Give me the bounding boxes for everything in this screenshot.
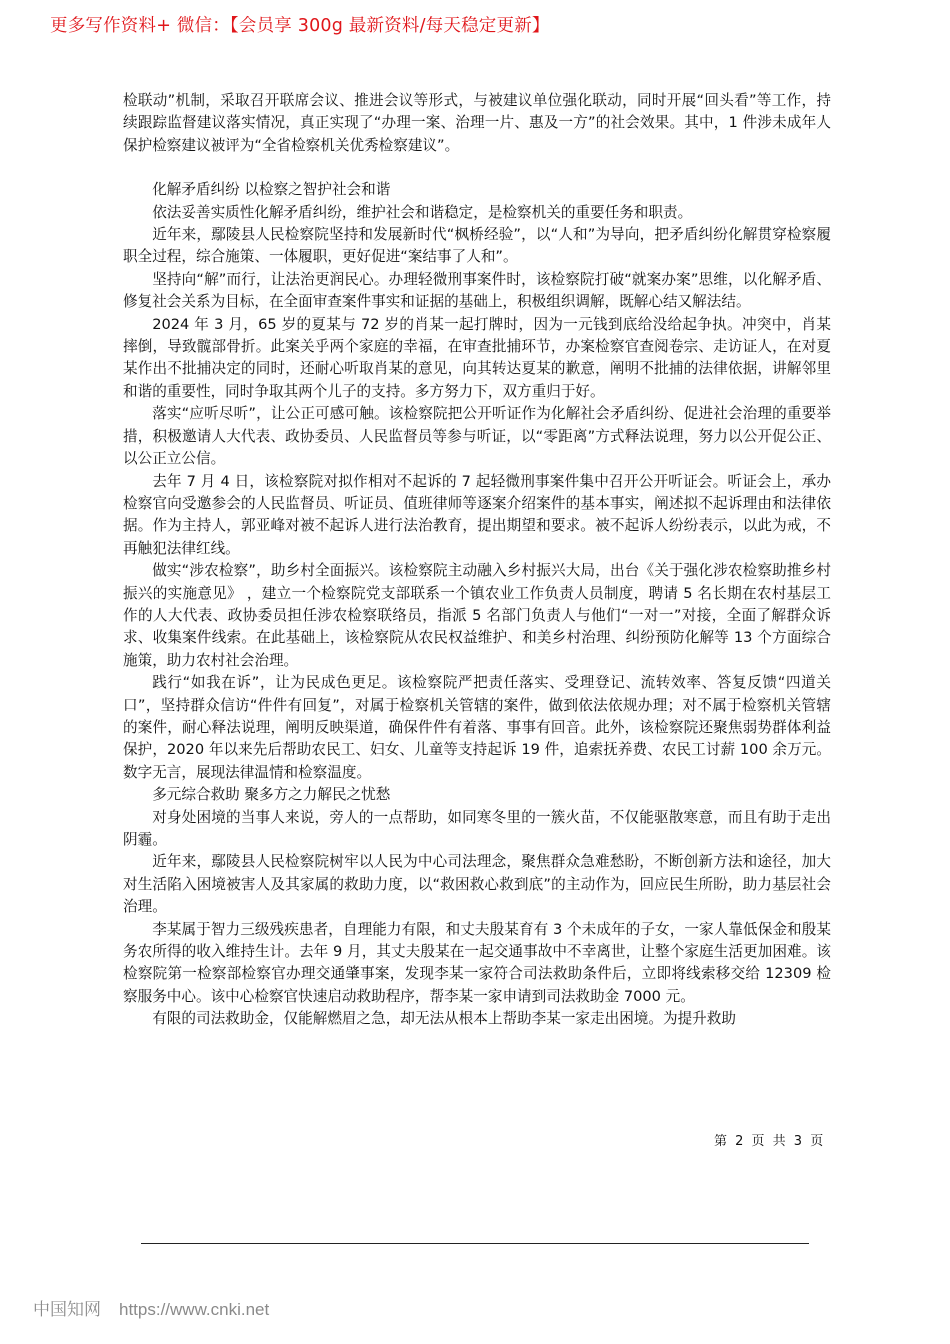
paragraph: 坚持向“解”而行，让法治更润民心。办理轻微刑事案件时，该检察院打破“就案办案”思维，以化解矛盾、修复社会关系为目标，在全面审查案件事实和证据的基础上，积极组织调解，既解心结又解法结。 <box>123 270 831 311</box>
paragraph: 依法妥善实质性化解矛盾纠纷，维护社会和谐稳定，是检察机关的重要任务和职责。 <box>152 203 693 221</box>
paragraph: 对身处困境的当事人来说，旁人的一点帮助，如同寒冬里的一簇火苗，不仅能驱散寒意，而且有助于走出阴霾。 <box>123 808 831 848</box>
section-heading: 多元综合救助 聚多方之力解民之忧愁 <box>152 786 391 804</box>
paragraph: 践行“如我在诉”，让为民成色更足。该检察院严把责任落实、受理登记、流转效率、答复反馈“四道关口”，坚持群众信访“件件有回复”，对属于检察机关管辖的案件，做到依法依规办理；对不属于检察机关管辖的案件，耐心释法说理，阐明反映渠道，确保件件有着落、事事有回音。此外，该检察院还聚焦弱势群体利益保护，2020 年以来先后帮助农民工、妇女、儿童等支持起诉 19 件，追索抚养费、农民工讨薪 100 余万元。数字无言，展现法律温情和检察温度。 <box>123 674 831 781</box>
watermark-url: https://www.cnki.net <box>119 1300 270 1319</box>
paragraph: 近年来，鄢陵县人民检察院坚持和发展新时代“枫桥经验”，以“人和”为导向，把矛盾纠纷化解贯穿检察履职全过程，综合施策、一体履职，更好促进“案结事了人和”。 <box>123 226 831 266</box>
watermark <box>33 1295 269 1320</box>
paragraph: 李某属于智力三级残疾患者，自理能力有限，和丈夫殷某育有 3 个未成年的子女，一家人靠低保金和殷某务农所得的收入维持生计。去年 9 月，其丈夫殷某在一起交通事故中不幸离世，让整个家庭生活更加困难。该检察院第一检察部检察官办理交通肇事案，发现李某一家符合司法救助条件后，立即将线索移交给 12309 检察服务中心。该中心检察官快速启动救助程序，帮李某一家申请到司法救助金 7000 元。 <box>123 920 831 1005</box>
paragraph: 落实“应听尽听”，让公正可感可触。该检察院把公开听证作为化解社会矛盾纠纷、促进社会治理的重要举措，积极邀请人大代表、政协委员、人民监督员等参与听证，以“零距离”方式释法说理，努力以公开促公正、以公正立公信。 <box>123 405 831 468</box>
paragraph: 2024 年 3 月，65 岁的夏某与 72 岁的肖某一起打牌时，因为一元钱到底给没给起争执。冲突中，肖某摔倒，导致髋部骨折。此案关乎两个家庭的幸福，在审查批捕环节，办案检察官查阅卷宗、走访证人，在对夏某作出不批捕决定的同时，还耐心听取肖某的意见，向其转达夏某的歉意，阐明不批捕的法律依据，讲解邻里和谐的重要性，同时争取其两个儿子的支持。多方努力下，双方重归于好。 <box>123 315 831 400</box>
paragraph: 做实“涉农检察”，助乡村全面振兴。该检察院主动融入乡村振兴大局，出台《关于强化涉农检察助推乡村振兴的实施意见》 ，建立一个检察院党支部联系一个镇农业工作负责人员制度，聘请 5 名长期在农村基层工作的人大代表、政协委员担任涉农检察联络员，指派 5 名部门负责人与他们“一对一”对接，全面了解群众诉求、收集案件线索。在此基础上，该检察院从农民权益维护、和美乡村治理、纠纷预防化解等 13 个方面综合施策，助力农村社会治理。 <box>123 562 831 669</box>
article-body <box>123 90 831 1031</box>
watermark-site-name: 中国知网 <box>33 1300 101 1320</box>
paragraph: 检联动”机制，采取召开联席会议、推进会议等形式，与被建议单位强化联动，同时开展“回头看”等工作，持续跟踪监督建议落实情况，真正实现了“办理一案、治理一片、惠及一方”的社会效果。其中，1 件涉未成年人保护检察建议被评为“全省检察机关优秀检察建议”。 <box>123 92 831 154</box>
section-heading: 化解矛盾纠纷 以检察之智护社会和谐 <box>152 181 391 199</box>
footer-divider <box>141 1243 809 1244</box>
paragraph: 近年来，鄢陵县人民检察院树牢以人民为中心司法理念，聚焦群众急难愁盼，不断创新方法和途径，加大对生活陷入困境被害人及其家属的救助力度，以“救困救心救到底”的主动作为，回应民生所盼，助力基层社会治理。 <box>123 853 831 916</box>
paragraph: 去年 7 月 4 日，该检察院对拟作相对不起诉的 7 起轻微刑事案件集中召开公开听证会。听证会上，承办检察官向受邀参会的人民监督员、听证员、值班律师等逐案介绍案件的基本事实，阐述拟不起诉理由和法律依据。作为主持人，郭亚峰对被不起诉人进行法治教育，提出期望和要求。被不起诉人纷纷表示，以此为戒，不再触犯法律红线。 <box>123 472 831 557</box>
page-number: 第 2 页 共 3 页 <box>714 1134 826 1149</box>
promo-banner: 更多写作资料+ 微信：【会员享 300g 最新资料/每天稳定更新】 <box>50 16 550 36</box>
paragraph: 有限的司法救助金，仅能解燃眉之急，却无法从根本上帮助李某一家走出困境。为提升救助 <box>152 1010 736 1028</box>
